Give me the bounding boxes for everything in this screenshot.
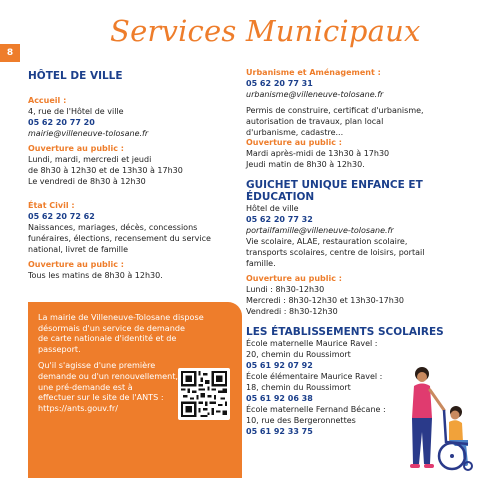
page-title: Services Municipaux — [110, 14, 421, 48]
urbanisme-hours: Jeudi matin de 8h30 à 12h30. — [246, 160, 365, 169]
ecoles-heading: LES ÉTABLISSEMENTS SCOLAIRES — [246, 326, 444, 338]
etat-civil-ouverture-label: Ouverture au public : — [28, 260, 124, 269]
ants-url[interactable]: https://ants.gouv.fr/ — [38, 402, 118, 413]
ecole-name: École maternelle Maurice Ravel : — [246, 339, 378, 348]
ecole-address: 20, chemin du Roussimort — [246, 350, 351, 359]
etat-civil-label: État Civil : — [28, 201, 75, 210]
etat-civil-services: Naissances, mariages, décès, concessions — [28, 223, 198, 232]
left-column — [28, 70, 236, 281]
accueil-label: Accueil : — [28, 96, 67, 105]
page-number: 8 — [0, 44, 20, 62]
mairie-heading: HÔTEL DE VILLE — [28, 70, 123, 82]
urbanisme-phone[interactable]: 05 62 20 77 31 — [246, 79, 313, 88]
mairie-address: 4, rue de l'Hôtel de ville — [28, 107, 124, 116]
guichet-email[interactable]: portailfamille@villeneuve-tolosane.fr — [246, 226, 394, 235]
ecole-address: 10, rue des Bergeronnettes — [246, 416, 356, 425]
ecole-address: 18, chemin du Roussimort — [246, 383, 351, 392]
ecole-phone[interactable]: 05 61 92 06 38 — [246, 394, 313, 403]
guichet-heading: GUICHET UNIQUE ENFANCE ET — [246, 179, 423, 191]
urbanisme-services: d'urbanisme, cadastre... — [246, 128, 344, 137]
ecole-name: École maternelle Fernand Bécane : — [246, 405, 386, 414]
ecole-name: École élémentaire Maurice Ravel : — [246, 372, 383, 381]
ants-text-line: La mairie de Villeneuve-Tolosane dispose — [38, 312, 204, 322]
ants-text-line: Qu'il s'agisse d'une première — [38, 360, 156, 371]
ecole-phone[interactable]: 05 61 92 33 75 — [246, 427, 313, 436]
mairie-phone[interactable]: 05 62 20 77 20 — [28, 118, 95, 127]
etat-civil-hours: Tous les matins de 8h30 à 12h30. — [28, 271, 163, 280]
guichet-hours: Vendredi : 8h30-12h30 — [246, 307, 338, 316]
guichet-place: Hôtel de ville — [246, 204, 299, 213]
qr-code-icon[interactable] — [178, 368, 230, 420]
etat-civil-services: national, livret de famille — [28, 245, 129, 254]
urbanisme-email[interactable]: urbanisme@villeneuve-tolosane.fr — [246, 90, 384, 99]
urbanisme-services: Permis de construire, certificat d'urbanisme, — [246, 106, 424, 115]
urbanisme-hours: Mardi après-midi de 13h30 à 17h30 — [246, 149, 390, 158]
urbanisme-label: Urbanisme et Aménagement : — [246, 68, 381, 77]
guichet-services: famille. — [246, 259, 276, 268]
guichet-ouverture-label: Ouverture au public : — [246, 274, 342, 283]
guichet-hours: Lundi : 8h30-12h30 — [246, 285, 325, 294]
ants-text-line: passeport. — [38, 343, 81, 354]
urbanisme-ouverture-label: Ouverture au public : — [246, 138, 342, 147]
guichet-heading: ÉDUCATION — [246, 191, 315, 203]
ants-text-line: désormais d'un service de demande — [38, 322, 186, 333]
ants-text-line: effectuer sur le site de l'ANTS : — [38, 392, 164, 403]
etat-civil-phone[interactable]: 05 62 20 72 62 — [28, 212, 95, 221]
urbanisme-services: autorisation de travaux, plan local — [246, 117, 384, 126]
ants-text-line: de carte nationale d'identité et de — [38, 333, 177, 344]
ecole-phone[interactable]: 05 61 92 07 92 — [246, 361, 313, 370]
guichet-services: transports scolaires, centre de loisirs, portail — [246, 248, 425, 257]
guichet-phone[interactable]: 05 62 20 77 32 — [246, 215, 313, 224]
etat-civil-services: funéraires, élections, recensement du service — [28, 234, 211, 243]
mairie-email[interactable]: mairie@villeneuve-tolosane.fr — [28, 129, 149, 138]
mairie-hours-line: de 8h30 à 12h30 et de 13h30 à 17h30 — [28, 166, 183, 175]
mairie-ouverture-label: Ouverture au public : — [28, 144, 124, 153]
mairie-hours-line: Le vendredi de 8h30 à 12h30 — [28, 177, 146, 186]
mairie-hours-line: Lundi, mardi, mercredi et jeudi — [28, 155, 152, 164]
ants-text-line: demande ou d'un renouvellement, — [38, 370, 178, 381]
ants-text-line: une pré-demande est à — [38, 381, 133, 392]
guichet-services: Vie scolaire, ALAE, restauration scolaire, — [246, 237, 408, 246]
guichet-hours: Mercredi : 8h30-12h30 et 13h30-17h30 — [246, 296, 404, 305]
wheelchair-assistance-icon — [400, 360, 475, 475]
